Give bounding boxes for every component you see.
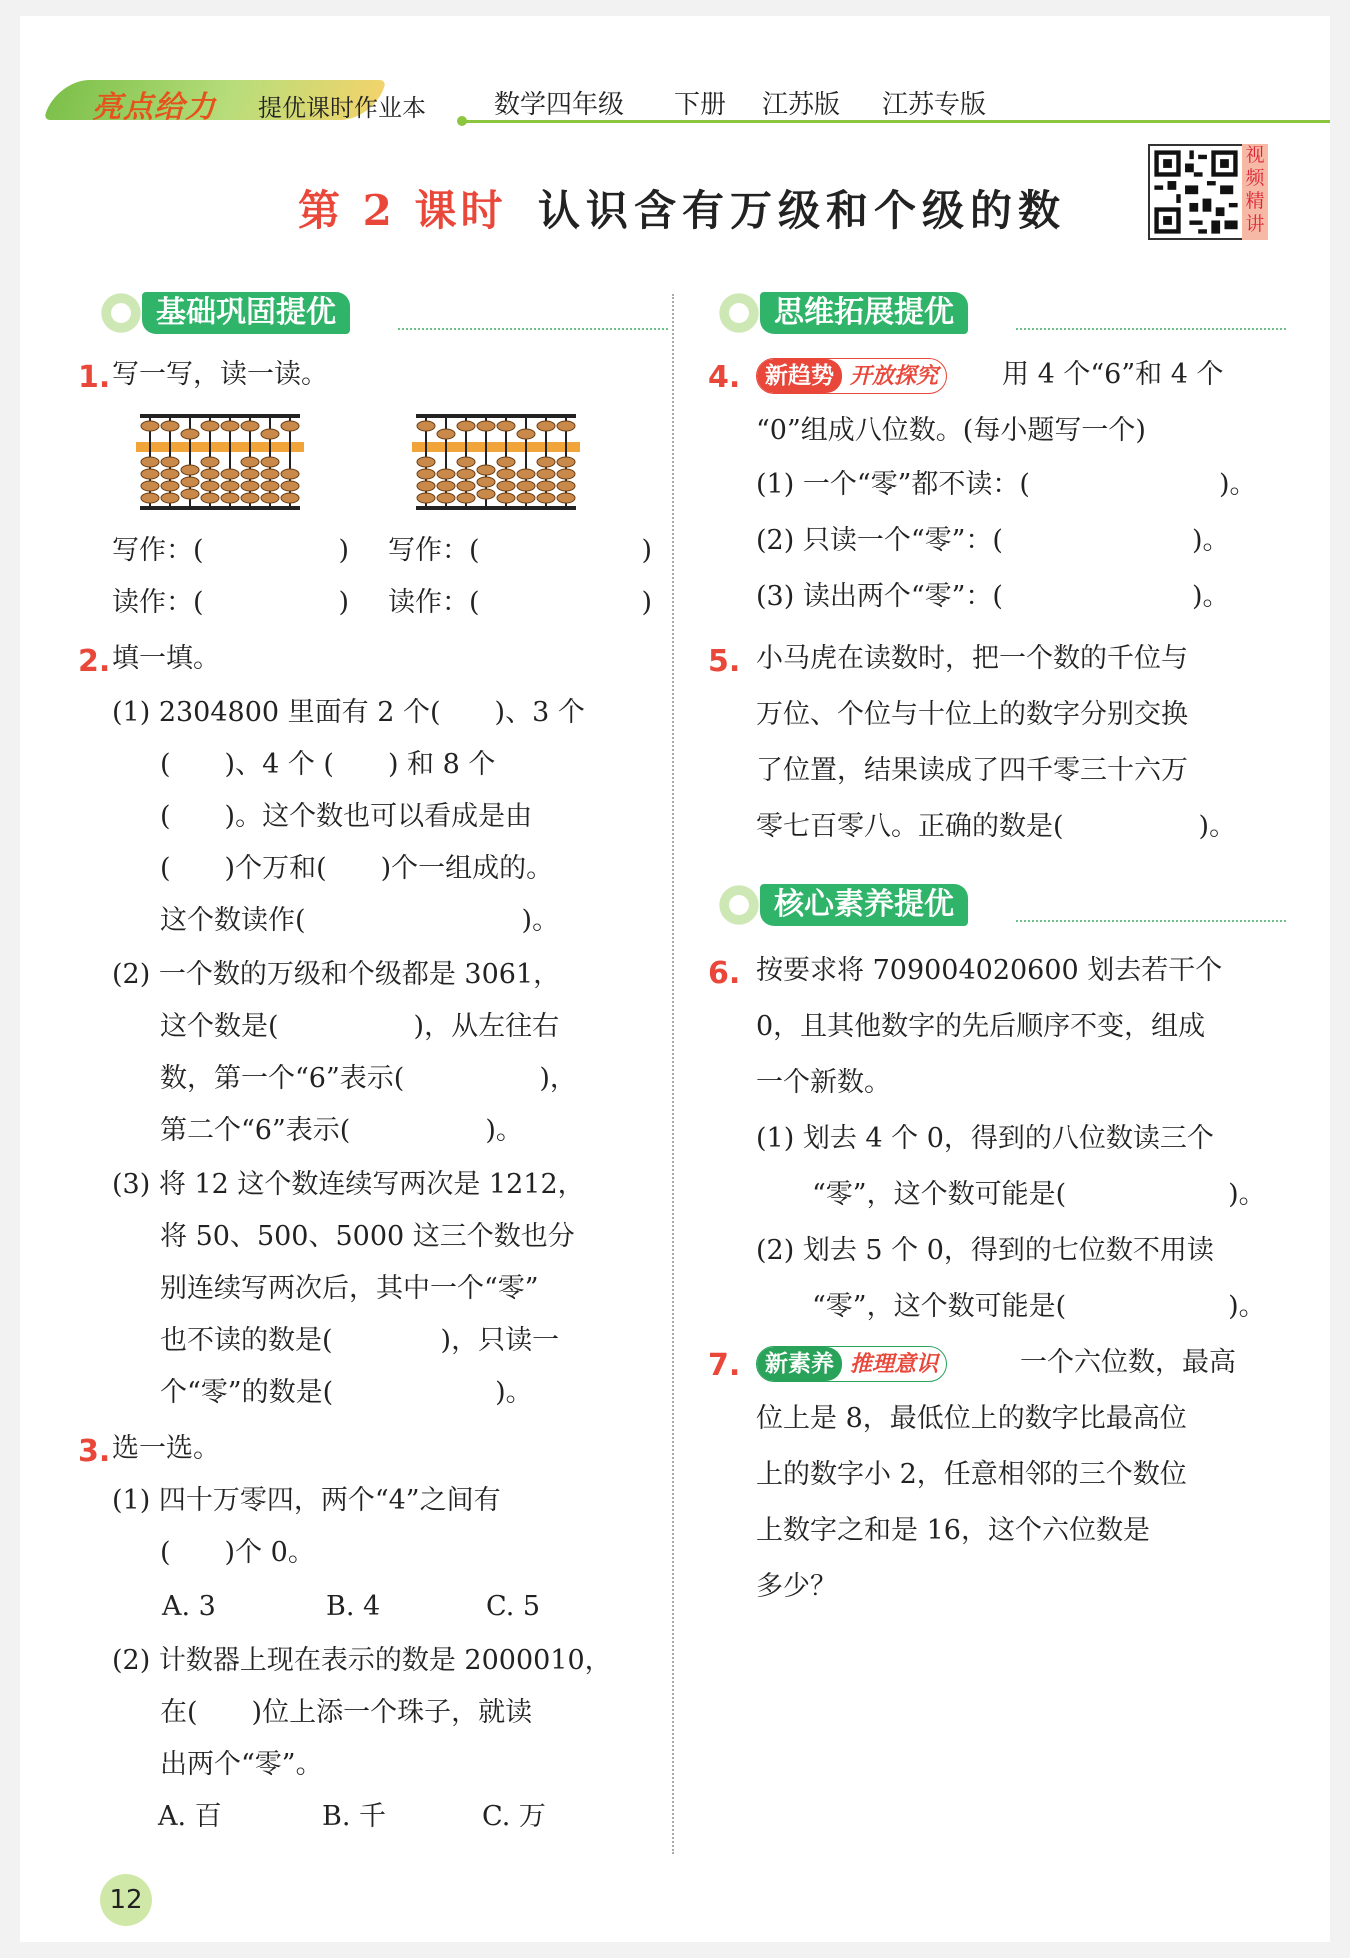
q7-tag-sub: 推理意识 — [850, 1352, 939, 1377]
q4-part-3[interactable]: (3) 读出两个“零”：( )。 — [756, 581, 1230, 612]
q7-line: 一个六位数，最高 — [1020, 1347, 1236, 1378]
q2-p1-line: ( )、4 个 ( ) 和 8 个 — [160, 749, 496, 780]
q6-line: 按要求将 709004020600 划去若干个 — [756, 955, 1223, 986]
q7-line: 多少？ — [756, 1571, 837, 1602]
q3-p1-line: ( )个 0。 — [160, 1537, 315, 1568]
trophy-icon — [716, 882, 762, 928]
edition: 江苏版 — [762, 90, 841, 120]
special-edition: 江苏专版 — [882, 90, 987, 120]
q4-number: 4. — [708, 360, 741, 395]
section-thinking-title: 思维拓展提优 — [760, 292, 968, 334]
q1-write-b[interactable]: 写作：( ) — [388, 535, 653, 566]
section-core — [716, 880, 1290, 930]
q3-p2-line: (2) 计数器上现在表示的数是 2000010， — [112, 1645, 612, 1676]
q7-line: 位上是 8，最低位上的数字比最高位 — [756, 1403, 1187, 1434]
video-explain-tag: 视频精讲 — [1242, 144, 1268, 240]
subject-grade: 数学四年级 — [494, 90, 625, 120]
q4-part-2[interactable]: (2) 只读一个“零”：( )。 — [756, 525, 1230, 556]
q6-part-1-answer[interactable]: “零”，这个数可能是( )。 — [812, 1179, 1266, 1210]
q6-number: 6. — [708, 956, 741, 991]
q3-p2-option-b[interactable]: B. 千 — [322, 1801, 387, 1832]
page-number: 12 — [100, 1874, 152, 1926]
q5-line: 万位、个位与十位上的数字分别交换 — [756, 699, 1188, 730]
q6-line: 一个新数。 — [756, 1067, 891, 1098]
q3-p1-option-b[interactable]: B. 4 — [326, 1591, 381, 1622]
qr-code-icon[interactable] — [1148, 144, 1244, 240]
q2-stem: 填一填。 — [112, 643, 220, 674]
q7-number: 7. — [708, 1348, 741, 1383]
section-basic-title: 基础巩固提优 — [142, 292, 350, 334]
section-core-title: 核心素养提优 — [760, 884, 968, 926]
q4-part-1[interactable]: (1) 一个“零”都不读：( )。 — [756, 469, 1257, 500]
q3-p2-line: 在( )位上添一个珠子，就读 — [160, 1697, 533, 1728]
q1-stem: 写一写，读一读。 — [112, 359, 328, 390]
q6-part-2: (2) 划去 5 个 0，得到的七位数不用读 — [756, 1235, 1214, 1266]
section-thinking — [716, 288, 1290, 338]
q3-p1-option-a[interactable]: A. 3 — [162, 1591, 216, 1622]
q2-p2-line: (2) 一个数的万级和个级都是 3061， — [112, 959, 561, 990]
q4-tag-main: 新趋势 — [757, 359, 842, 393]
q2-p1-line: 这个数读作( )。 — [160, 905, 560, 936]
q3-p1-option-c[interactable]: C. 5 — [486, 1591, 541, 1622]
volume: 下册 — [674, 90, 727, 120]
q4-line: “0”组成八位数。(每小题写一个) — [756, 415, 1146, 446]
q1-number: 1. — [78, 360, 111, 395]
q3-p2-line: 出两个“零”。 — [160, 1749, 323, 1780]
q2-p3-line: 别连续写两次后，其中一个“零” — [160, 1273, 539, 1304]
workbook-page — [20, 16, 1330, 1942]
q1-read-b[interactable]: 读作：( ) — [388, 587, 653, 618]
q2-p1-line: ( )。这个数也可以看成是由 — [160, 801, 533, 832]
q1-read-a[interactable]: 读作：( ) — [112, 587, 350, 618]
q4-tag-sub: 开放探究 — [850, 364, 939, 389]
q3-number: 3. — [78, 1434, 111, 1469]
series-name: 提优课时作业本 — [258, 94, 426, 122]
q5-line: 了位置，结果读成了四千零三十六万 — [756, 755, 1188, 786]
brand-logo-text: 亮点给力 — [92, 90, 216, 125]
q2-number: 2. — [78, 644, 111, 679]
q5-line[interactable]: 零七百零八。正确的数是( )。 — [756, 811, 1237, 842]
q3-p2-option-c[interactable]: C. 万 — [482, 1801, 546, 1832]
q7-tag — [756, 1346, 947, 1382]
q6-part-1: (1) 划去 4 个 0，得到的八位数读三个 — [756, 1123, 1214, 1154]
q2-p1-line: (1) 2304800 里面有 2 个( )、3 个 — [112, 697, 585, 728]
lesson-number: 第 2 课时 — [298, 186, 507, 235]
q2-p3-line: (3) 将 12 这个数连续写两次是 1212， — [112, 1169, 585, 1200]
q2-p2-line: 数，第一个“6”表示( )， — [160, 1063, 577, 1094]
q3-p1-line: (1) 四十万零四，两个“4”之间有 — [112, 1485, 501, 1516]
section-dotted-rule — [398, 328, 668, 330]
q5-line: 小马虎在读数时，把一个数的千位与 — [756, 643, 1188, 674]
lesson-title: 认识含有万级和个级的数 — [538, 186, 1067, 235]
q7-tag-main: 新素养 — [757, 1347, 842, 1381]
q6-line: 0，且其他数字的先后顺序不变，组成 — [756, 1011, 1206, 1042]
q2-p2-line: 第二个“6”表示( )。 — [160, 1115, 523, 1146]
q5-number: 5. — [708, 644, 741, 679]
gear-icon — [98, 290, 144, 336]
page-header — [20, 60, 1330, 140]
q7-line: 上的数字小 2，任意相邻的三个数位 — [756, 1459, 1187, 1490]
q7-line: 上数字之和是 16，这个六位数是 — [756, 1515, 1150, 1546]
q2-p1-line: ( )个万和( )个一组成的。 — [160, 853, 554, 884]
q2-p3-line: 将 50、500、5000 这三个数也分 — [160, 1221, 575, 1252]
q4-line: 用 4 个“6”和 4 个 — [1002, 359, 1224, 390]
q3-p2-option-a[interactable]: A. 百 — [158, 1801, 222, 1832]
q4-tag — [756, 358, 947, 394]
q3-stem: 选一选。 — [112, 1433, 220, 1464]
section-basic — [98, 288, 672, 338]
section-dotted-rule — [1016, 328, 1286, 330]
q2-p2-line: 这个数是( )，从左往右 — [160, 1011, 560, 1042]
q1-write-a[interactable]: 写作：( ) — [112, 535, 350, 566]
sprout-icon — [716, 290, 762, 336]
column-divider — [672, 294, 674, 1854]
q2-p3-line: 也不读的数是( )，只读一 — [160, 1325, 560, 1356]
abacus-a-icon — [136, 412, 304, 512]
section-dotted-rule — [1016, 920, 1286, 922]
q2-p3-line: 个“零”的数是( )。 — [160, 1377, 533, 1408]
q6-part-2-answer[interactable]: “零”，这个数可能是( )。 — [812, 1291, 1266, 1322]
abacus-b-icon — [412, 412, 580, 512]
